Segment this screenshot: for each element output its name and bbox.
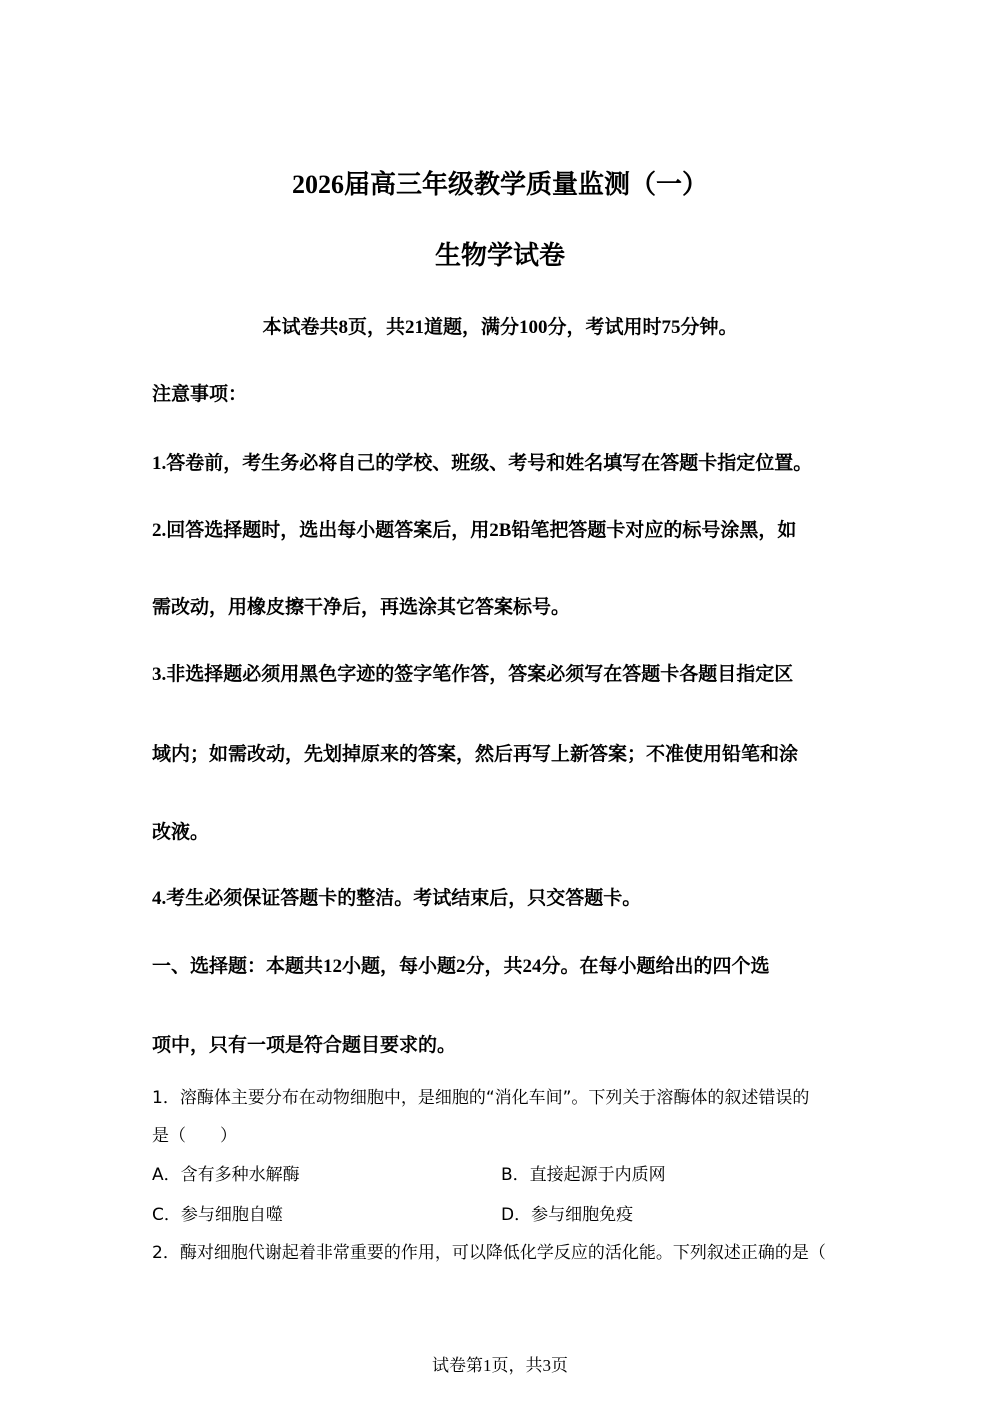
question-stem: 是（ ）	[152, 1126, 237, 1146]
exam-title: 2026届高三年级教学质量监测（一）	[291, 170, 708, 199]
notes-line: 域内；如需改动，先划掉原来的答案，然后再写上新答案；不准使用铅笔和涂	[152, 744, 799, 765]
option-c: C．参与细胞自噬	[152, 1205, 283, 1225]
page-footer: 试卷第1页，共3页	[432, 1356, 568, 1375]
notes-heading: 注意事项：	[152, 384, 248, 405]
section-heading-line: 项中，只有一项是符合题目要求的。	[152, 1035, 457, 1056]
subject-title: 生物学试卷	[434, 241, 565, 270]
question-stem: 1．溶酶体主要分布在动物细胞中，是细胞的“消化车间”。下列关于溶酶体的叙述错误的	[152, 1088, 810, 1108]
option-a: A．含有多种水解酶	[152, 1165, 300, 1185]
exam-info: 本试卷共8页，共21道题，满分100分，考试用时75分钟。	[262, 317, 738, 338]
option-b: B．直接起源于内质网	[501, 1165, 666, 1185]
notes-line: 1.答卷前，考生务必将自己的学校、班级、考号和姓名填写在答题卡指定位置。	[152, 453, 813, 474]
option-d: D．参与细胞免疫	[501, 1205, 634, 1225]
notes-line: 2.回答选择题时，选出每小题答案后，用2B铅笔把答题卡对应的标号涂黑，如	[152, 520, 797, 541]
question-stem: 2．酶对细胞代谢起着非常重要的作用，可以降低化学反应的活化能。下列叙述正确的是（	[152, 1243, 826, 1263]
section-heading-line: 一、选择题：本题共12小题，每小题2分，共24分。在每小题给出的四个选	[152, 956, 770, 977]
notes-line: 4.考生必须保证答题卡的整洁。考试结束后，只交答题卡。	[152, 888, 642, 909]
notes-line: 需改动，用橡皮擦干净后，再选涂其它答案标号。	[152, 597, 571, 618]
notes-line: 3.非选择题必须用黑色字迹的签字笔作答，答案必须写在答题卡各题目指定区	[152, 664, 794, 685]
notes-line: 改液。	[152, 822, 210, 843]
